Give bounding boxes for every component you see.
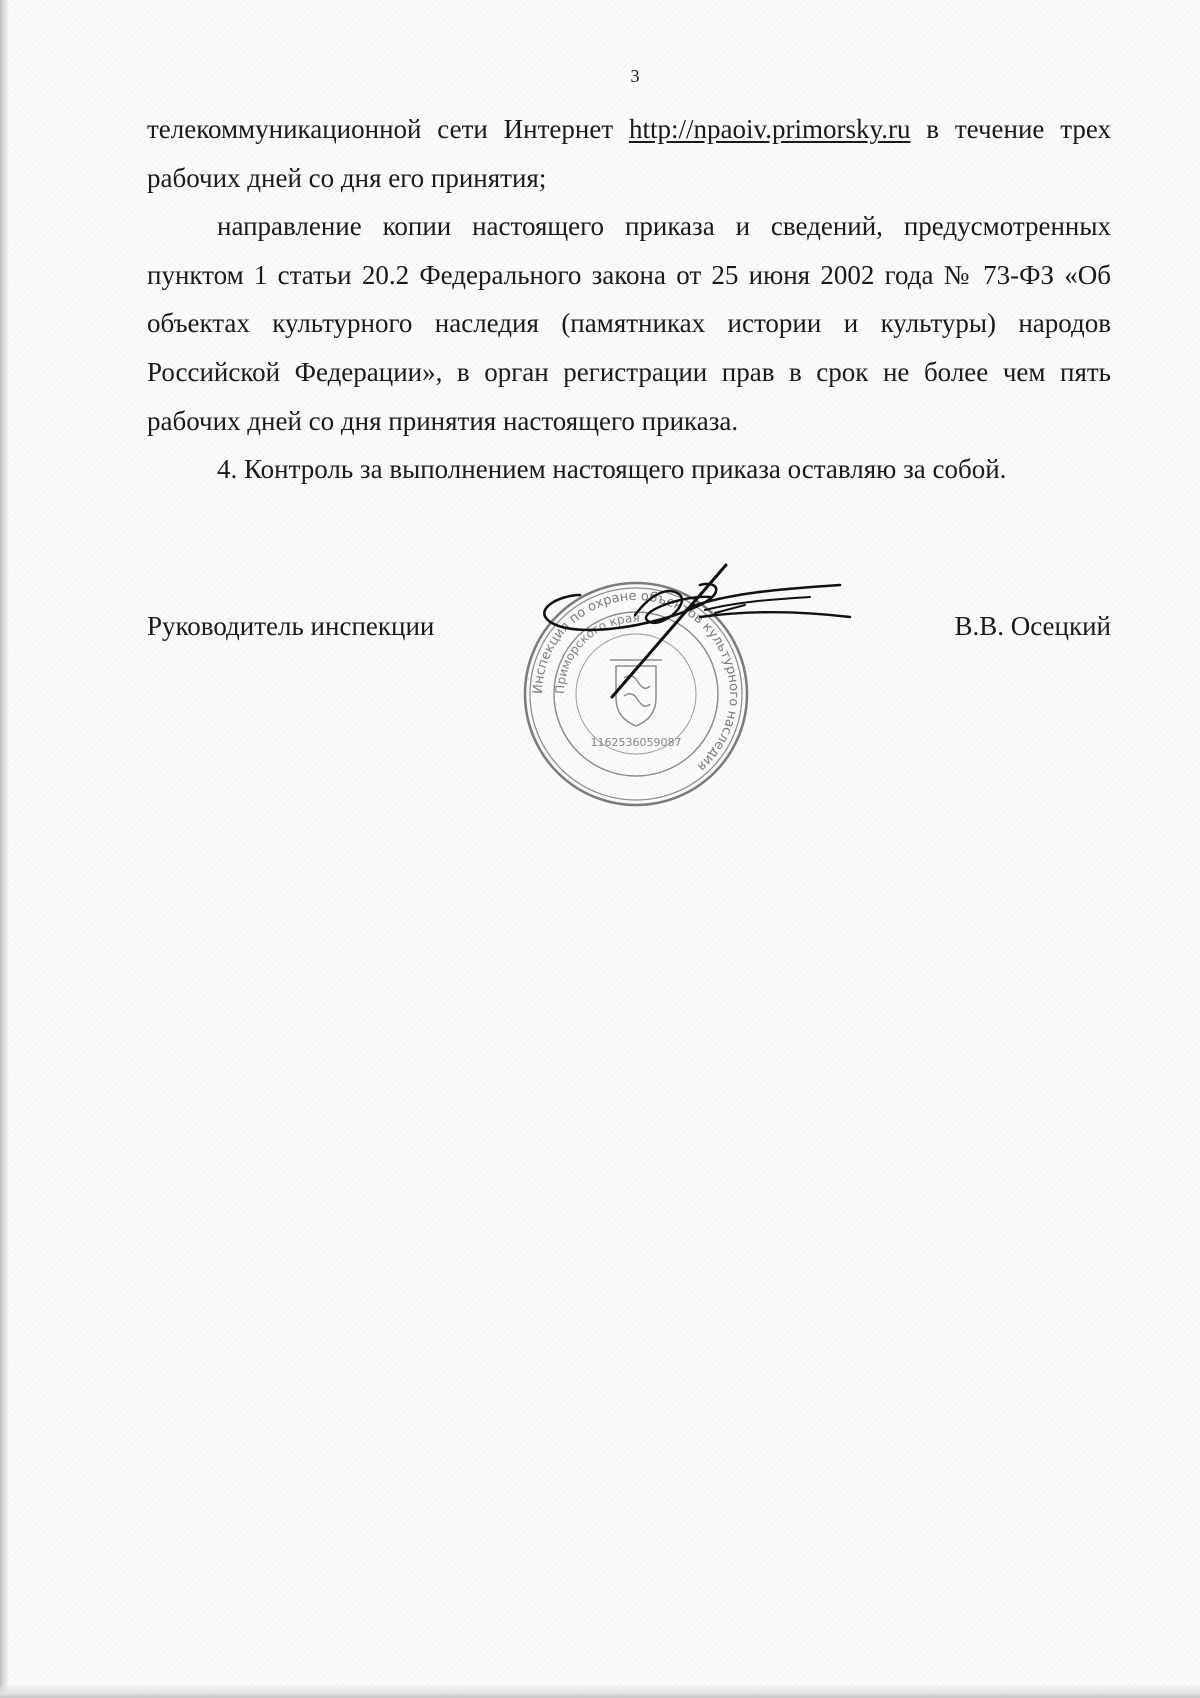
stamp-registration-number: 1162536059087 <box>590 736 682 749</box>
paragraph-text: в течение трех рабочих дней со дня его принятия; <box>147 114 1111 193</box>
signer-name: В.В. Осецкий <box>954 611 1111 641</box>
handwritten-signature <box>540 555 890 755</box>
stamp-inner-text: Приморского края <box>552 610 640 695</box>
document-body <box>147 105 1111 494</box>
paragraph-control: 4. Контроль за выполнением настоящего приказа оставляю за собой. <box>217 454 1007 485</box>
page-number: 3 <box>630 66 640 86</box>
paragraph-text: телекоммуникационной сети Интернет <box>147 114 629 144</box>
stamp-outer-text: Инспекция по охране объектов культурного наследия <box>530 588 742 774</box>
paragraph-registration: направление копии настоящего приказа и сведений, предусмотренных пунктом 1 статьи 20.2 Федерального закона от 25 июня 2002 года № 73-ФЗ «Об объектах культурного наследия (памятниках истории и культуры) народов Российской Федерации», в орган регистрации прав в срок не более чем пять рабочих дней со дня принятия настоящего приказа. <box>147 211 1111 436</box>
website-link[interactable]: http://npaoiv.primorsky.ru <box>628 114 911 144</box>
signature-block <box>147 606 1111 646</box>
page-bottom-edge-shadow <box>0 1684 1200 1698</box>
paragraph-continuation <box>147 105 1111 202</box>
page-left-edge-shadow <box>0 0 9 1698</box>
signer-position: Руководитель инспекции <box>147 611 435 641</box>
